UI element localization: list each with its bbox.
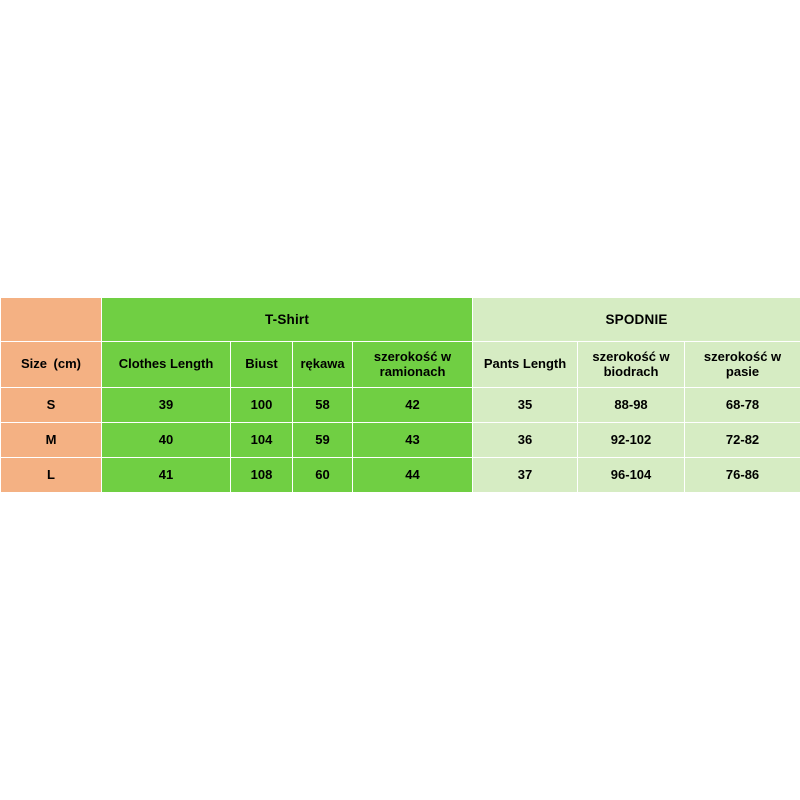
cell-szerokosc-w-ramionach: 43 <box>353 423 473 458</box>
cell-szerokosc-w-biodrach: 92-102 <box>578 423 685 458</box>
cell-size: L <box>1 458 102 493</box>
group-header-spodnie: SPODNIE <box>473 298 800 342</box>
table-row <box>1 388 800 423</box>
column-header-rekawa: rękawa <box>293 342 353 388</box>
table-row-group-headers <box>1 298 800 342</box>
cell-biust: 108 <box>231 458 293 493</box>
cell-szerokosc-w-ramionach: 44 <box>353 458 473 493</box>
column-header-szerokosc-w-ramionach: szerokość w ramionach <box>353 342 473 388</box>
size-chart-container <box>0 297 800 493</box>
column-header-szerokosc-w-pasie: szerokość w pasie <box>685 342 800 388</box>
cell-pants-length: 35 <box>473 388 578 423</box>
size-chart-table <box>0 297 800 493</box>
table-row <box>1 423 800 458</box>
cell-rekawa: 60 <box>293 458 353 493</box>
cell-pants-length: 37 <box>473 458 578 493</box>
cell-szerokosc-w-pasie: 72-82 <box>685 423 800 458</box>
column-header-size: Size (cm) <box>1 342 102 388</box>
group-header-tshirt: T-Shirt <box>102 298 473 342</box>
cell-clothes-length: 40 <box>102 423 231 458</box>
cell-szerokosc-w-biodrach: 96-104 <box>578 458 685 493</box>
column-header-clothes-length: Clothes Length <box>102 342 231 388</box>
group-header-empty <box>1 298 102 342</box>
cell-szerokosc-w-pasie: 68-78 <box>685 388 800 423</box>
cell-rekawa: 58 <box>293 388 353 423</box>
table-row <box>1 458 800 493</box>
cell-clothes-length: 39 <box>102 388 231 423</box>
cell-biust: 104 <box>231 423 293 458</box>
cell-size: S <box>1 388 102 423</box>
cell-szerokosc-w-pasie: 76-86 <box>685 458 800 493</box>
column-header-biust: Biust <box>231 342 293 388</box>
cell-size: M <box>1 423 102 458</box>
cell-szerokosc-w-ramionach: 42 <box>353 388 473 423</box>
cell-clothes-length: 41 <box>102 458 231 493</box>
cell-szerokosc-w-biodrach: 88-98 <box>578 388 685 423</box>
table-row-column-headers <box>1 342 800 388</box>
cell-rekawa: 59 <box>293 423 353 458</box>
cell-pants-length: 36 <box>473 423 578 458</box>
cell-biust: 100 <box>231 388 293 423</box>
column-header-pants-length: Pants Length <box>473 342 578 388</box>
column-header-szerokosc-w-biodrach: szerokość w biodrach <box>578 342 685 388</box>
